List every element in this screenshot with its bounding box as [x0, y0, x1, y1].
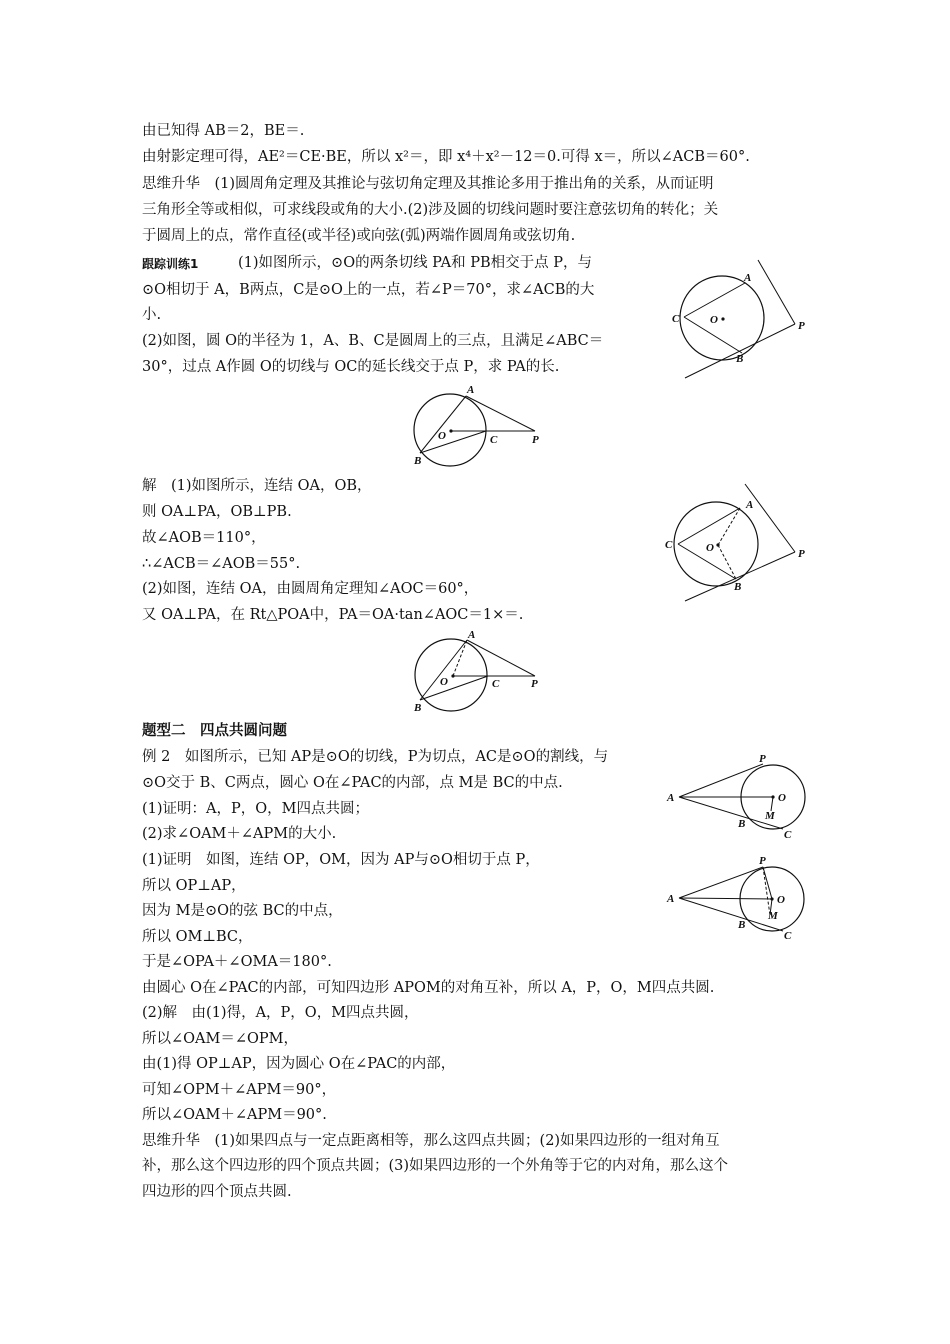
- figure-tangent-2: [410, 383, 550, 468]
- label-B: B: [736, 353, 744, 365]
- text-line: 又 OA⊥PA，在 Rt△POA中，PA＝OA·tan∠AOC＝1×＝.: [142, 607, 524, 623]
- label-C: C: [490, 434, 498, 446]
- text-line: 因为 M是⊙O的弦 BC的中点，: [142, 903, 343, 919]
- label-A: A: [667, 893, 675, 905]
- text-line: 三角形全等或相似，可求线段或角的大小.(2)涉及圆的切线问题时要注意弦切角的转化；关: [142, 202, 719, 218]
- text-line: (1)证明：A，P，O，M四点共圆；: [142, 801, 370, 817]
- label-C: C: [672, 313, 680, 325]
- text-line: 于圆周上的点，常作直径(或半径)或向弦(弧)两端作圆周角或弦切角.: [142, 228, 576, 244]
- label-B: B: [738, 919, 746, 931]
- text-line: 可知∠OPM＋∠APM＝90°，: [142, 1082, 337, 1098]
- text-line: (2)解 由(1)得，A，P，O，M四点共圆，: [142, 1005, 419, 1021]
- label-O: O: [778, 792, 786, 804]
- label-P: P: [798, 548, 805, 560]
- label-B: B: [414, 702, 422, 714]
- text-line: 解 (1)如图所示，连结 OA，OB，: [142, 478, 372, 494]
- text-line: 补，那么这个四边形的四个顶点共圆；(3)如果四边形的一个外角等于它的内对角，那么这个: [142, 1158, 729, 1174]
- text-line: ⊙O交于 B、C两点，圆心 O在∠PAC的内部，点 M是 BC的中点.: [142, 775, 563, 791]
- text-line: 所以 OM⊥BC，: [142, 929, 253, 945]
- figure-tangents-1: [665, 255, 815, 380]
- text-line: 由(1)得 OP⊥AP，因为圆心 O在∠PAC的内部，: [142, 1056, 456, 1072]
- label-O: O: [710, 314, 718, 326]
- label-O: O: [438, 430, 446, 442]
- text-line: 故∠AOB＝110°，: [142, 530, 266, 546]
- text-line: 由已知得 AB＝2，BE＝.: [142, 123, 305, 139]
- text-line: 所以 OP⊥AP，: [142, 878, 246, 894]
- label-O: O: [706, 542, 714, 554]
- label-M: M: [768, 910, 778, 922]
- text-line: ⊙O相切于 A，B两点，C是⊙O上的一点，若∠P＝70°，求∠ACB的大: [142, 282, 595, 298]
- label-O: O: [440, 676, 448, 688]
- label-C: C: [665, 539, 673, 551]
- label-C: C: [492, 678, 500, 690]
- label-P: P: [798, 320, 805, 332]
- label-O: O: [777, 894, 785, 906]
- label-P: P: [759, 855, 766, 867]
- figure-example2-2: [665, 855, 815, 945]
- label-P: P: [531, 678, 538, 690]
- training-label: 跟踪训练1: [142, 257, 199, 271]
- figure-example2-1: [665, 752, 815, 842]
- text-line: 所以∠OAM＝∠OPM，: [142, 1031, 298, 1047]
- text-line: 例 2 如图所示，已知 AP是⊙O的切线，P为切点，AC是⊙O的割线，与: [142, 749, 609, 765]
- section-heading: 题型二 四点共圆问题: [142, 723, 287, 739]
- text-line: (2)如图，连结 OA，由圆周角定理知∠AOC＝60°，: [142, 581, 479, 597]
- text-line: (2)如图，圆 O的半径为 1，A、B、C是圆周上的三点，且满足∠ABC＝: [142, 333, 604, 349]
- label-A: A: [467, 384, 475, 396]
- text-line: (1)如图所示，⊙O的两条切线 PA和 PB相交于点 P，与: [238, 255, 592, 271]
- label-P: P: [532, 434, 539, 446]
- label-A: A: [468, 629, 476, 641]
- label-A: A: [746, 499, 754, 511]
- figure-solution-2: [410, 628, 550, 716]
- label-A: A: [667, 792, 675, 804]
- label-P: P: [759, 753, 766, 765]
- text-line: 由圆心 O在∠PAC的内部，可知四边形 APOM的对角互补，所以 A，P，O，M四点共圆.: [142, 980, 715, 996]
- label-B: B: [414, 455, 422, 467]
- label-B: B: [738, 818, 746, 830]
- text-line: 则 OA⊥PA，OB⊥PB.: [142, 504, 292, 520]
- text-line: (2)求∠OAM＋∠APM的大小.: [142, 826, 337, 842]
- text-line: 思维升华 (1)圆周角定理及其推论与弦切角定理及其推论多用于推出角的关系，从而证明: [142, 176, 714, 192]
- text-line: 于是∠OPA＋∠OMA＝180°.: [142, 954, 332, 970]
- label-B: B: [734, 581, 742, 593]
- text-line: 30°，过点 A作圆 O的切线与 OC的延长线交于点 P，求 PA的长.: [142, 359, 560, 375]
- text-line: 四边形的四个顶点共圆.: [142, 1184, 292, 1200]
- text-line: 由射影定理可得，AE²＝CE·BE，所以 x²＝，即 x⁴＋x²－12＝0.可得 x＝，所以∠ACB＝60°.: [142, 149, 750, 165]
- text-line: (1)证明 如图，连结 OP，OM，因为 AP与⊙O相切于点 P，: [142, 852, 540, 868]
- label-A: A: [744, 272, 752, 284]
- figure-solution-1: [660, 480, 810, 605]
- text-line: 小.: [142, 307, 162, 323]
- text-line: 所以∠OAM＋∠APM＝90°.: [142, 1107, 327, 1123]
- text-line: 思维升华 (1)如果四点与一定点距离相等，那么这四点共圆；(2)如果四边形的一组对角互: [142, 1133, 720, 1149]
- label-C: C: [784, 930, 792, 942]
- label-M: M: [765, 810, 775, 822]
- label-C: C: [784, 829, 792, 841]
- text-line: ∴∠ACB＝∠AOB＝55°.: [142, 556, 301, 572]
